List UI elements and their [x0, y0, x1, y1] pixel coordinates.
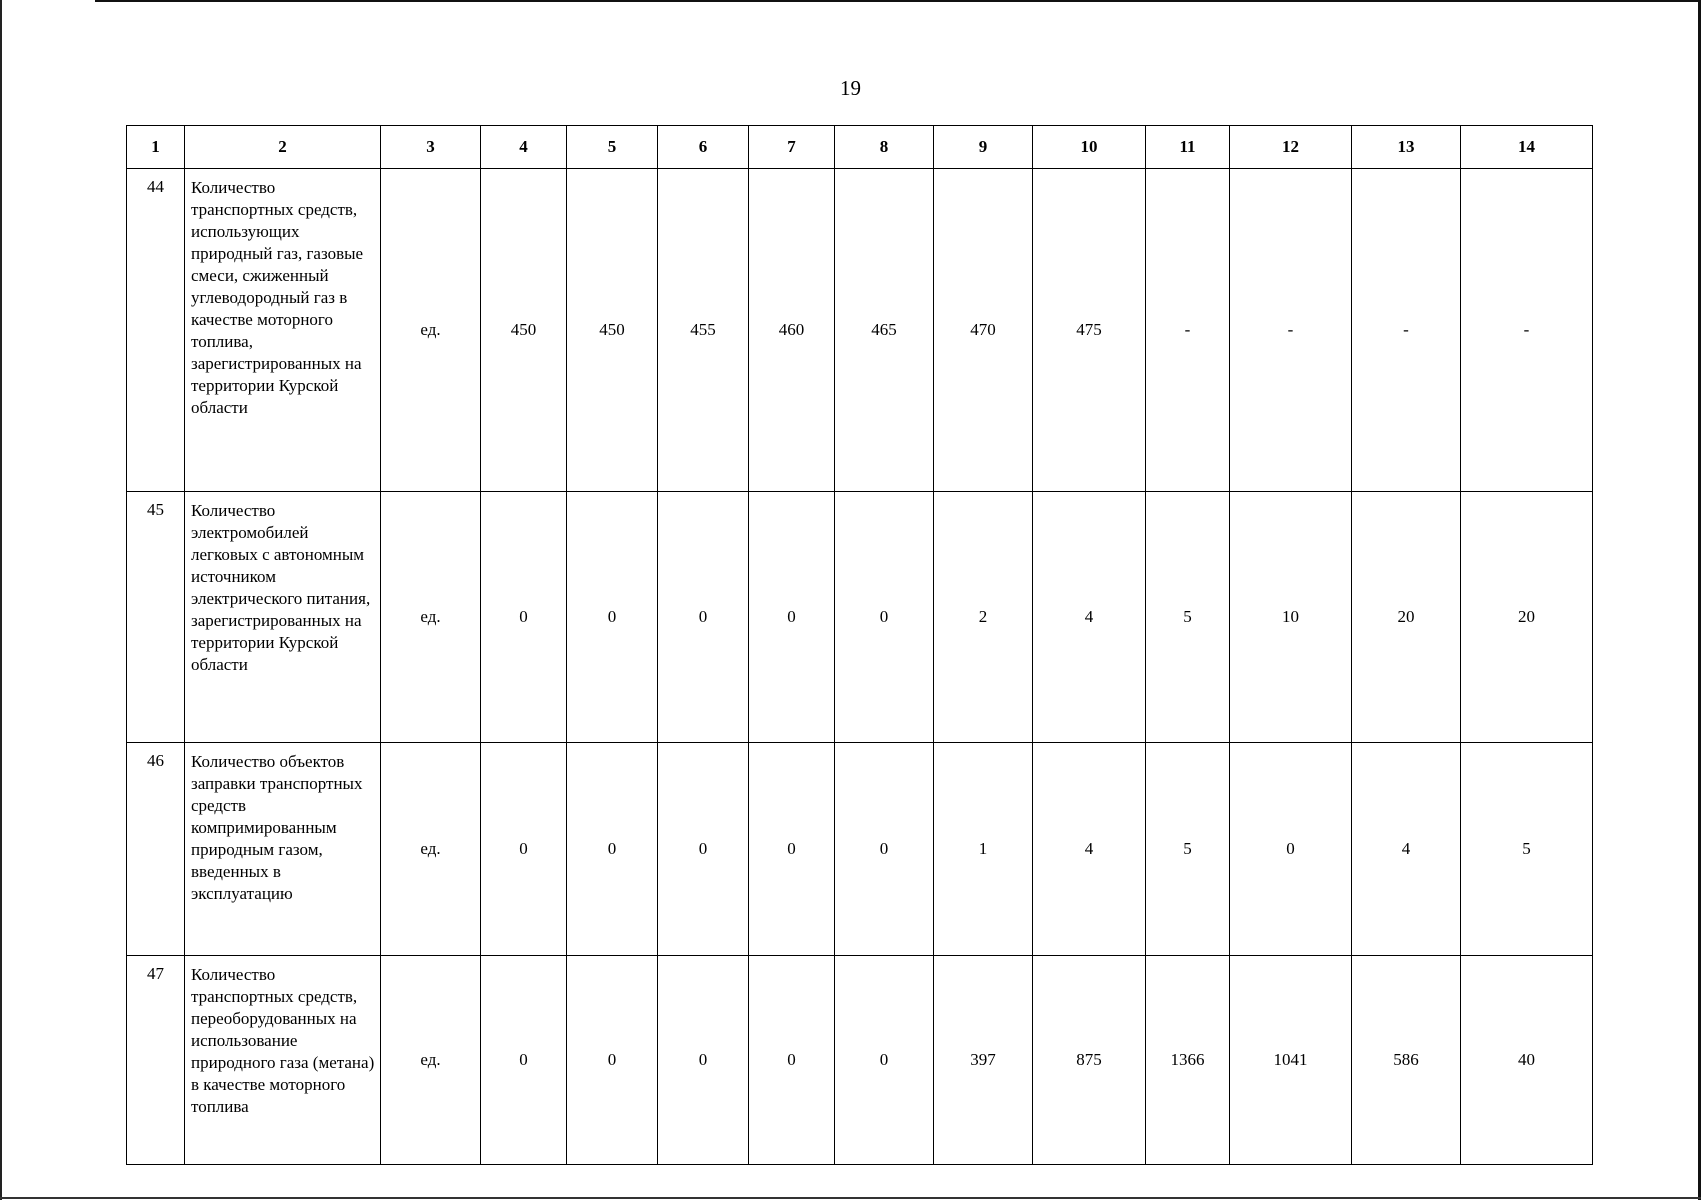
value-cell: 0 [749, 743, 835, 956]
indicator-name: Количество объектов заправки транспортных средств компримированным природным газом, введенных в эксплуатацию [185, 743, 381, 956]
indicator-table [126, 125, 1593, 1165]
value-cell: 455 [658, 169, 749, 492]
unit-cell: ед. [381, 169, 481, 492]
scan-border-top [95, 0, 1701, 2]
value-cell: 1366 [1146, 956, 1230, 1165]
column-header: 14 [1461, 126, 1593, 169]
value-cell: 0 [567, 743, 658, 956]
table-row [127, 743, 1593, 956]
unit-cell: ед. [381, 743, 481, 956]
column-header: 5 [567, 126, 658, 169]
value-cell: 4 [1033, 492, 1146, 743]
scan-border-bottom [0, 1197, 1701, 1199]
value-cell: - [1146, 169, 1230, 492]
value-cell: 465 [835, 169, 934, 492]
table-row [127, 169, 1593, 492]
column-header: 12 [1230, 126, 1352, 169]
column-header: 9 [934, 126, 1033, 169]
value-cell: 4 [1352, 743, 1461, 956]
indicator-name: Количество транспортных средств, переоборудованных на использование природного газа (метана) в качестве моторного топлива [185, 956, 381, 1165]
value-cell: 10 [1230, 492, 1352, 743]
value-cell: 0 [567, 956, 658, 1165]
value-cell: 0 [481, 956, 567, 1165]
value-cell: 0 [749, 956, 835, 1165]
table-header-row [127, 126, 1593, 169]
value-cell: 0 [658, 743, 749, 956]
column-header: 3 [381, 126, 481, 169]
value-cell: 0 [567, 492, 658, 743]
indicator-name: Количество электромобилей легковых с автономным источником электрического питания, зарегистрированных на территории Курской области [185, 492, 381, 743]
column-header: 1 [127, 126, 185, 169]
column-header: 4 [481, 126, 567, 169]
column-header: 10 [1033, 126, 1146, 169]
column-header: 8 [835, 126, 934, 169]
value-cell: 0 [835, 956, 934, 1165]
value-cell: 470 [934, 169, 1033, 492]
table-row [127, 492, 1593, 743]
value-cell: 4 [1033, 743, 1146, 956]
value-cell: 586 [1352, 956, 1461, 1165]
unit-cell: ед. [381, 492, 481, 743]
value-cell: 397 [934, 956, 1033, 1165]
unit-cell: ед. [381, 956, 481, 1165]
value-cell: 1 [934, 743, 1033, 956]
table-row [127, 956, 1593, 1165]
column-header: 11 [1146, 126, 1230, 169]
value-cell: 5 [1461, 743, 1593, 956]
value-cell: 0 [835, 492, 934, 743]
value-cell: 0 [658, 956, 749, 1165]
value-cell: 475 [1033, 169, 1146, 492]
value-cell: - [1352, 169, 1461, 492]
value-cell: 450 [481, 169, 567, 492]
value-cell: 0 [658, 492, 749, 743]
value-cell: 2 [934, 492, 1033, 743]
row-number: 46 [127, 743, 185, 956]
row-number: 45 [127, 492, 185, 743]
value-cell: 5 [1146, 492, 1230, 743]
value-cell: 0 [481, 743, 567, 956]
column-header: 6 [658, 126, 749, 169]
column-header: 2 [185, 126, 381, 169]
scan-border-left [0, 0, 2, 1200]
value-cell: 1041 [1230, 956, 1352, 1165]
value-cell: 0 [481, 492, 567, 743]
value-cell: 5 [1146, 743, 1230, 956]
value-cell: 875 [1033, 956, 1146, 1165]
value-cell: 450 [567, 169, 658, 492]
value-cell: 20 [1461, 492, 1593, 743]
value-cell: 0 [835, 743, 934, 956]
value-cell: 0 [1230, 743, 1352, 956]
value-cell: 40 [1461, 956, 1593, 1165]
value-cell: 460 [749, 169, 835, 492]
value-cell: 20 [1352, 492, 1461, 743]
column-header: 7 [749, 126, 835, 169]
value-cell: - [1461, 169, 1593, 492]
value-cell: 0 [749, 492, 835, 743]
indicator-name: Количество транспортных средств, использующих природный газ, газовые смеси, сжиженный углеводородный газ в качестве моторного топлива, зарегистрированных на территории Курской области [185, 169, 381, 492]
row-number: 44 [127, 169, 185, 492]
page-number: 19 [840, 76, 861, 100]
column-header: 13 [1352, 126, 1461, 169]
row-number: 47 [127, 956, 185, 1165]
value-cell: - [1230, 169, 1352, 492]
